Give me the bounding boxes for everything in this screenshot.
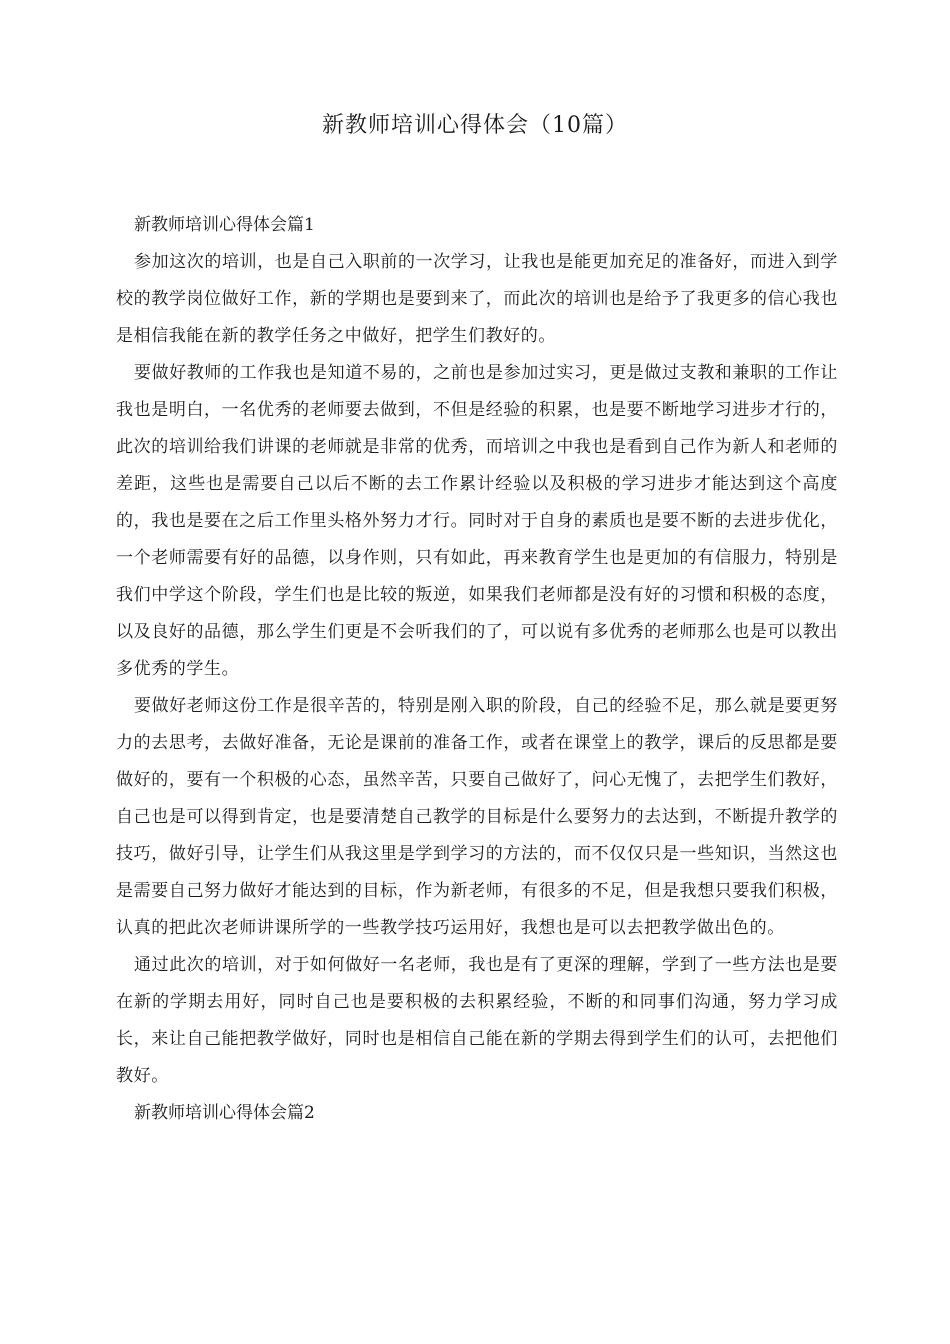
document-body: [116, 207, 838, 1132]
paragraph-4: 通过此次的培训，对于如何做好一名老师，我也是有了更深的理解，学到了一些方法也是要在新的学期去用好，同时自己也是要积极的去积累经验，不断的和同事们沟通，努力学习成长，来让自己能把教学做好，同时也是相信自己能在新的学期去得到学生们的认可，去把他们教好。: [116, 955, 838, 1086]
document-title: 新教师培训心得体会（10篇）: [322, 113, 628, 138]
section-heading-1: 新教师培训心得体会篇1: [134, 215, 315, 235]
paragraph-1: 参加这次的培训，也是自己入职前的一次学习，让我也是能更加充足的准备好，而进入到学校的教学岗位做好工作，新的学期也是要到来了，而此次的培训也是给予了我更多的信心我也是相信我能在新的教学任务之中做好，把学生们教好的。: [116, 252, 838, 346]
section-heading-2: 新教师培训心得体会篇2: [134, 1103, 315, 1123]
paragraph-3: 要做好老师这份工作是很辛苦的，特别是刚入职的阶段，自己的经验不足，那么就是要更努力的去思考，去做好准备，无论是课前的准备工作，或者在课堂上的教学，课后的反思都是要做好的，要有一个积极的心态，虽然辛苦，只要自己做好了，问心无愧了，去把学生们教好，自己也是可以得到肯定，也是要清楚自己教学的目标是什么要努力的去达到，不断提升教学的技巧，做好引导，让学生们从我这里是学到学习的方法的，而不仅仅只是一些知识，当然这也是需要自己努力做好才能达到的目标，作为新老师，有很多的不足，但是我想只要我们积极，认真的把此次老师讲课所学的一些教学技巧运用好，我想也是可以去把教学做出色的。: [116, 696, 838, 938]
paragraph-2: 要做好教师的工作我也是知道不易的，之前也是参加过实习，更是做过支教和兼职的工作让我也是明白，一名优秀的老师要去做到，不但是经验的积累，也是要不断地学习进步才行的，此次的培训给我们讲课的老师就是非常的优秀，而培训之中我也是看到自己作为新人和老师的差距，这些也是需要自己以后不断的去工作累计经验以及积极的学习进步才能达到这个高度的，我也是要在之后工作里头格外努力才行。同时对于自身的素质也是要不断的去进步优化，一个老师需要有好的品德，以身作则，只有如此，再来教育学生也是更加的有信服力，特别是我们中学这个阶段，学生们也是比较的叛逆，如果我们老师都是没有好的习惯和积极的态度，以及良好的品德，那么学生们更是不会听我们的了，可以说有多优秀的老师那么也是可以教出多优秀的学生。: [116, 363, 838, 679]
